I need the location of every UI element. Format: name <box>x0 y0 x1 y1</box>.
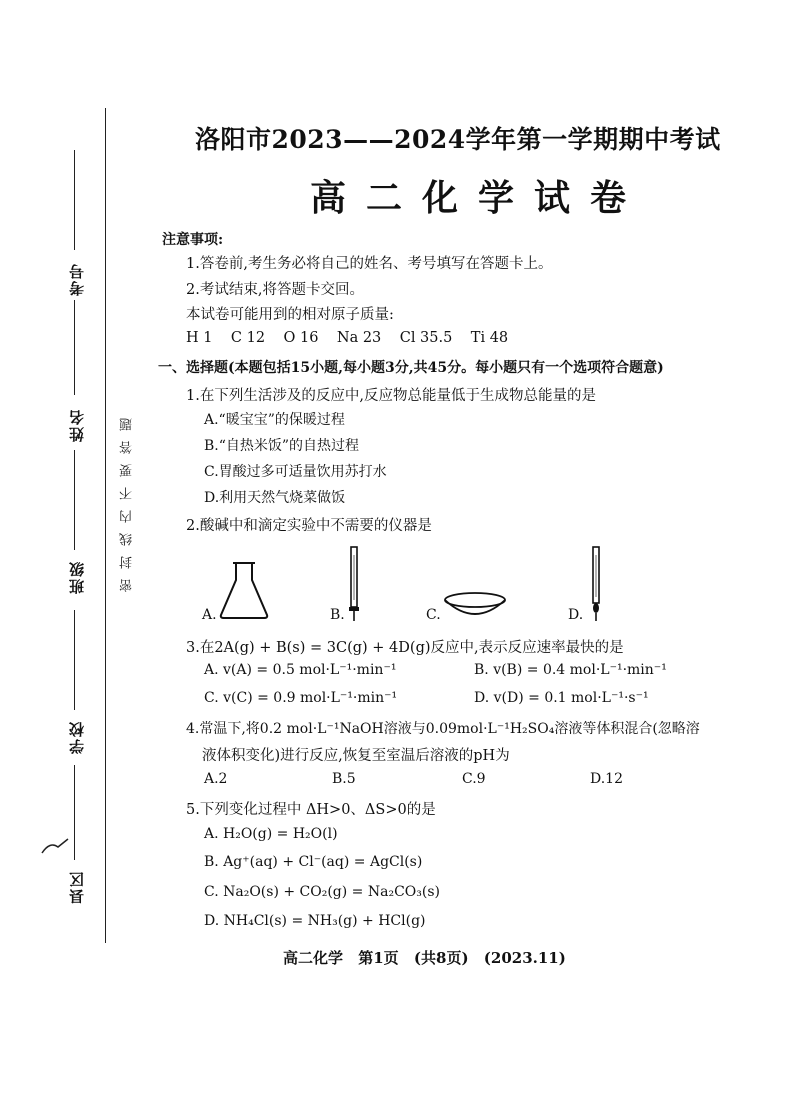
school-blank <box>74 610 75 710</box>
q3-stem: 3.在2A(g) + B(s) = 3C(g) + 4D(g)反应中,表示反应速率最快的是 <box>186 640 624 656</box>
q3-option-c: C. v(C) = 0.9 mol·L⁻¹·min⁻¹ <box>204 690 398 706</box>
field-district-label: 县区 <box>68 870 86 904</box>
q1-option-c: C.胃酸过多可适量饮用苏打水 <box>204 464 387 480</box>
binding-line <box>105 108 106 943</box>
note-item: 1.答卷前,考生务必将自己的姓名、考号填写在答题卡上。 <box>186 256 553 272</box>
q3-option-b: B. v(B) = 0.4 mol·L⁻¹·min⁻¹ <box>474 662 667 678</box>
notes-heading: 注意事项: <box>162 232 224 248</box>
field-exam-number-label: 考号 <box>68 262 86 296</box>
q4-stem-line1: 4.常温下,将0.2 mol·L⁻¹NaOH溶液与0.09mol·L⁻¹H₂SO₄溶液等体积混合(忽略溶 <box>186 721 700 737</box>
q2-option-d-label: D. <box>568 607 584 623</box>
q4-option-b: B.5 <box>332 771 356 787</box>
masses-label: 本试卷可能用到的相对原子质量: <box>186 307 394 323</box>
field-name-label: 姓名 <box>68 408 86 442</box>
q4-option-c: C.9 <box>462 771 486 787</box>
q4-option-a: A.2 <box>204 771 228 787</box>
q3-option-d: D. v(D) = 0.1 mol·L⁻¹·s⁻¹ <box>474 690 649 706</box>
q4-stem-line2: 液体积变化)进行反应,恢复至室温后溶液的pH为 <box>202 748 510 764</box>
evaporating-dish-icon <box>442 590 508 620</box>
q5-stem: 5.下列变化过程中 ΔH>0、ΔS>0的是 <box>186 802 436 818</box>
exam-subtitle: 高二化学试卷 <box>310 177 647 219</box>
q3-option-a: A. v(A) = 0.5 mol·L⁻¹·min⁻¹ <box>204 662 397 678</box>
district-blank <box>74 765 75 860</box>
pen-mark-icon <box>40 835 70 857</box>
no-answer-warning: 密封线内不要答题 <box>120 408 135 592</box>
page-footer <box>283 947 576 968</box>
q5-option-a: A. H₂O(g) = H₂O(l) <box>204 826 338 842</box>
section-heading: 一、选择题(本题包括15小题,每小题3分,共45分。每小题只有一个选项符合题意) <box>158 360 664 376</box>
exam-title: 洛阳市2023——2024学年第一学期期中考试 <box>195 125 721 154</box>
footer-subject: 高二化学 <box>283 949 344 967</box>
field-class-label: 班级 <box>68 560 86 594</box>
atomic-masses: H 1 C 12 O 16 Na 23 Cl 35.5 Ti 48 <box>186 330 509 346</box>
q5-option-c: C. Na₂O(s) + CO₂(g) = Na₂CO₃(s) <box>204 884 440 900</box>
q2-option-c-label: C. <box>426 607 441 623</box>
q2-option-a-label: A. <box>202 607 217 623</box>
note-item: 2.考试结束,将答题卡交回。 <box>186 282 364 298</box>
class-blank <box>74 450 75 550</box>
q1-stem: 1.在下列生活涉及的反应中,反应物总能量低于生成物总能量的是 <box>186 388 596 404</box>
base-burette-icon <box>588 545 604 623</box>
conical-flask-icon <box>218 560 270 620</box>
footer-date: (2023.11) <box>483 949 566 967</box>
q1-option-b: B.“自热米饭”的自热过程 <box>204 438 360 454</box>
q2-stem: 2.酸碱中和滴定实验中不需要的仪器是 <box>186 518 432 534</box>
exam-number-blank <box>74 150 75 250</box>
field-school-label: 学校 <box>68 720 86 754</box>
q1-option-d: D.利用天然气烧菜做饭 <box>204 490 346 506</box>
q4-option-d: D.12 <box>590 771 623 787</box>
q2-option-b-label: B. <box>330 607 345 623</box>
name-blank <box>74 300 75 395</box>
q5-option-b: B. Ag⁺(aq) + Cl⁻(aq) = AgCl(s) <box>204 854 423 870</box>
acid-burette-icon <box>346 545 362 623</box>
footer-page: 第1页 <box>358 949 399 967</box>
footer-total: (共8页) <box>413 949 469 967</box>
q5-option-d: D. NH₄Cl(s) = NH₃(g) + HCl(g) <box>204 913 426 929</box>
q1-option-a: A.“暖宝宝”的保暖过程 <box>204 412 345 428</box>
